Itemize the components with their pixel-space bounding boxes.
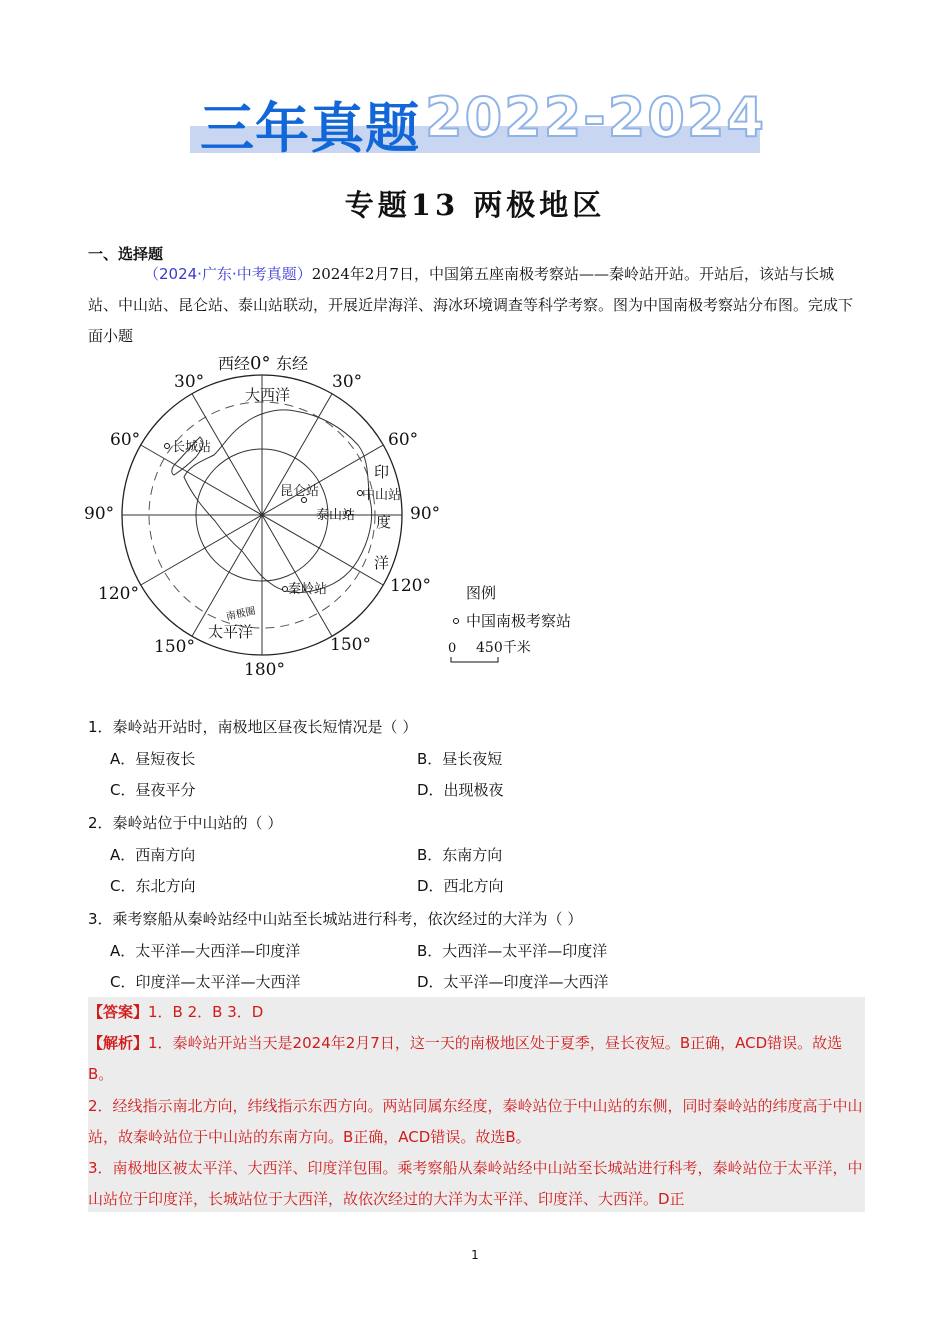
scale-zero: 0 <box>448 641 457 656</box>
q2-option-b[interactable]: B．东南方向 <box>417 846 503 864</box>
question-intro <box>88 259 863 352</box>
q3-option-a[interactable]: A．太平洋—大西洋—印度洋 <box>110 942 301 960</box>
station-qinling-marker <box>283 587 288 592</box>
station-kunlun: 昆仑站 <box>280 484 320 499</box>
legend-title: 图例 <box>466 584 497 602</box>
q2-option-a[interactable]: A．西南方向 <box>110 846 196 864</box>
station-changcheng-marker <box>165 444 170 449</box>
station-qinling: 秦岭站 <box>288 582 328 597</box>
label-60w: 60° <box>110 430 141 450</box>
legend-station-marker <box>454 619 459 624</box>
question-source: （2024·广东·中考真题） <box>144 265 312 283</box>
q1-option-c[interactable]: C．昼夜平分 <box>110 781 196 799</box>
ocean-indian-1: 印 <box>374 463 390 481</box>
intro-text: 2024年2月7日，中国第五座南极考察站——秦岭站开站。开站后，该站与长城站、中山站、昆仑站、泰山站联动，开展近岸海洋、海冰环境调查等科学考察。图为中国南极考察站分布图。完成下面小题 <box>88 265 854 345</box>
antarctic-station-map <box>80 345 620 685</box>
station-taishan: 泰山站 <box>316 508 356 523</box>
q3-option-b[interactable]: B．大西洋—太平洋—印度洋 <box>417 942 608 960</box>
page-title: 专题13 两极地区 <box>344 188 606 222</box>
page-number: 1 <box>471 1248 479 1262</box>
analysis-p1 <box>88 1028 865 1090</box>
label-90w: 90° <box>84 504 115 524</box>
legend-station-label: 中国南极考察站 <box>466 612 572 630</box>
label-east: 东经 <box>276 354 309 373</box>
scale-value: 450千米 <box>476 640 531 656</box>
answer-label: 【答案】 <box>88 1003 149 1021</box>
question-3: 3．乘考察船从秦岭站经中山站至长城站进行科考，依次经过的大洋为（ ） <box>88 910 583 928</box>
scale-bar <box>451 657 498 662</box>
label-30w: 30° <box>174 372 205 392</box>
label-150w: 150° <box>154 637 195 657</box>
antarctic-circle-label: 南极圈 <box>225 605 257 623</box>
station-zhongshan: 中山站 <box>362 488 402 503</box>
banner-title-cn: 三年真题 <box>200 97 420 160</box>
label-30e: 30° <box>332 372 363 392</box>
q2-option-d[interactable]: D．西北方向 <box>417 877 504 895</box>
question-2: 2．秦岭站位于中山站的（ ） <box>88 814 283 832</box>
label-west: 西经 <box>218 354 251 373</box>
label-120w: 120° <box>98 584 139 604</box>
answer-text: 1．B 2．B 3．D <box>148 1003 264 1021</box>
section-heading: 一、选择题 <box>88 245 164 263</box>
banner-title-years: 2022-2024 <box>425 86 766 149</box>
analysis-text-2: 2．经线指示南北方向，纬线指示东西方向。两站同属东经度，秦岭站位于中山站的东侧，同时秦岭站的纬度高于中山站，故秦岭站位于中山站的东南方向。B正确，ACD错误。故选B。 <box>88 1097 863 1146</box>
ocean-indian-2: 度 <box>376 513 392 531</box>
q2-option-c[interactable]: C．东北方向 <box>110 877 196 895</box>
label-60e: 60° <box>388 430 419 450</box>
question-1: 1．秦岭站开站时，南极地区昼夜长短情况是（ ） <box>88 718 418 736</box>
answer-line <box>88 997 865 1028</box>
label-90e: 90° <box>410 504 441 524</box>
q1-option-d[interactable]: D．出现极夜 <box>417 781 504 799</box>
analysis-label: 【解析】 <box>88 1034 149 1052</box>
q3-option-c[interactable]: C．印度洋—太平洋—大西洋 <box>110 973 301 991</box>
ocean-atlantic: 大西洋 <box>245 386 291 404</box>
label-180: 180° <box>244 660 285 680</box>
label-0: 0° <box>250 353 271 374</box>
ocean-indian-3: 洋 <box>374 554 390 572</box>
q3-option-d[interactable]: D．太平洋—印度洋—大西洋 <box>417 973 609 991</box>
station-changcheng: 长城站 <box>172 440 212 455</box>
q1-option-b[interactable]: B．昼长夜短 <box>417 750 503 768</box>
analysis-text-3: 3．南极地区被太平洋、大西洋、印度洋包围。乘考察船从秦岭站经中山站至长城站进行科考，秦岭站位于太平洋，中山站位于印度洋，长城站位于大西洋，故依次经过的大洋为太平洋、印度洋、大西洋。D正 <box>88 1159 863 1208</box>
analysis-text-1: 1．秦岭站开站当天是2024年2月7日，这一天的南极地区处于夏季，昼长夜短。B正确，ACD错误。故选B。 <box>88 1034 843 1083</box>
ocean-pacific: 太平洋 <box>208 623 254 641</box>
label-150e: 150° <box>330 635 371 655</box>
q1-option-a[interactable]: A．昼短夜长 <box>110 750 196 768</box>
label-120e: 120° <box>390 576 431 596</box>
